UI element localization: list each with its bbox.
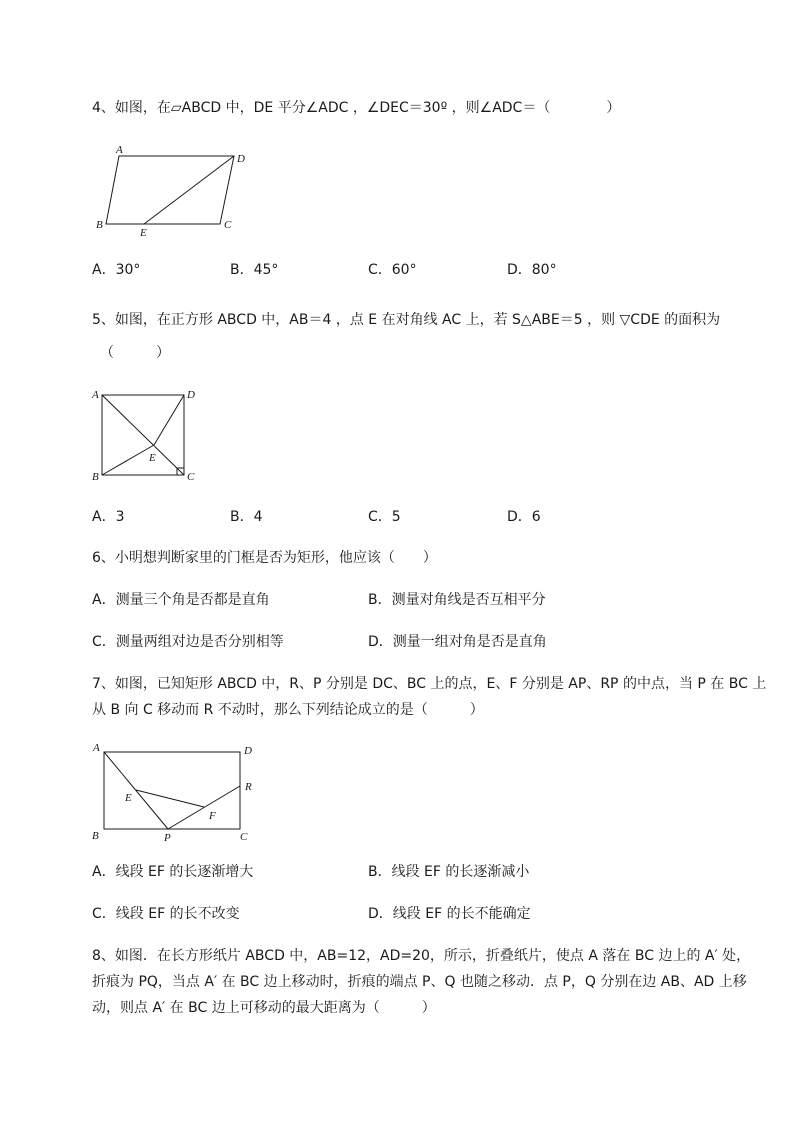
q6-option-c: C．测量两组对边是否分别相等 [92, 634, 284, 650]
q5-figure [90, 385, 210, 485]
q4-option-d: D．80° [507, 262, 557, 278]
q5-label-c: C [187, 471, 195, 483]
q7-label-p: P [164, 832, 171, 844]
q7-label-c: C [240, 831, 248, 843]
q4-label-e: E [140, 227, 147, 239]
q7-option-d: D．线段 EF 的长不能确定 [368, 906, 531, 922]
q4-option-b: B．45° [230, 262, 279, 278]
q5-option-c: C．5 [368, 509, 401, 525]
q7-option-c: C．线段 EF 的长不改变 [92, 906, 240, 922]
q5-option-a: A．3 [92, 509, 125, 525]
q7-label-b: B [92, 830, 99, 842]
q4-parallelogram [106, 156, 234, 224]
q6-option-d: D．测量一组对角是否是直角 [368, 634, 547, 650]
q8-stem-line1: 8、如图．在长方形纸片 ABCD 中，AB=12，AD=20，所示，折叠纸片，使点 A 落在 BC 边上的 A′ 处， [92, 948, 751, 964]
q4-segment-de [144, 156, 234, 224]
q6-option-a: A．测量三个角是否都是直角 [92, 592, 270, 608]
q7-segment-rp [168, 786, 240, 829]
q5-stem: 5、如图，在正方形 ABCD 中，AB＝4 ，点 E 在对角线 AC 上，若 S△ABE＝5 ，则 ▽CDE 的面积为 [92, 312, 721, 328]
q7-stem-line2: 从 B 向 C 移动而 R 不动时，那么下列结论成立的是（ ） [92, 702, 484, 718]
q7-figure [88, 738, 268, 844]
q7-option-a: A．线段 EF 的长逐渐增大 [92, 864, 254, 880]
q8-stem-line2: 折痕为 PQ，当点 A′ 在 BC 边上移动时，折痕的端点 P、Q 也随之移动．点 P，Q 分别在边 AB、AD 上移 [92, 974, 747, 990]
q4-label-c: C [224, 219, 232, 231]
q7-label-e: E [125, 792, 132, 804]
q7-label-a: A [93, 742, 100, 754]
q7-label-f: F [209, 810, 216, 822]
q7-label-r: R [245, 781, 252, 793]
q5-label-b: B [92, 471, 99, 483]
q5-segment-de [154, 395, 184, 445]
q8-stem-line3: 动，则点 A′ 在 BC 边上可移动的最大距离为（ ） [92, 1000, 436, 1016]
q5-label-a: A [92, 389, 99, 401]
q7-option-b: B．线段 EF 的长逐渐减小 [368, 864, 530, 880]
q4-stem: 4、如图，在▱ABCD 中，DE 平分∠ADC ，∠DEC＝30º ，则∠ADC＝（ ） [92, 100, 621, 116]
q4-label-b: B [96, 219, 103, 231]
q5-option-d: D．6 [507, 509, 541, 525]
q4-label-d: D [237, 153, 245, 165]
q6-option-b: B．测量对角线是否互相平分 [368, 592, 546, 608]
q6-stem: 6、小明想判断家里的门框是否为矩形，他应该（ ） [92, 550, 437, 566]
q5-diagonal-ac [102, 395, 184, 475]
q5-paren: （ ） [100, 345, 170, 361]
q7-label-d: D [244, 745, 252, 757]
q5-label-d: D [187, 389, 195, 401]
q4-figure [92, 144, 262, 240]
q7-stem-line1: 7、如图，已知矩形 ABCD 中，R、P 分别是 DC、BC 上的点，E、F 分别是 AP、RP 的中点，当 P 在 BC 上 [92, 676, 767, 692]
q4-label-a: A [116, 144, 123, 156]
q4-option-c: C．60° [368, 262, 417, 278]
q4-option-a: A．30° [92, 262, 141, 278]
q5-label-e: E [149, 452, 156, 464]
q7-segment-ef [136, 790, 204, 807]
q7-rectangle [104, 752, 240, 829]
q5-segment-be [102, 445, 154, 475]
q5-option-b: B．4 [230, 509, 263, 525]
